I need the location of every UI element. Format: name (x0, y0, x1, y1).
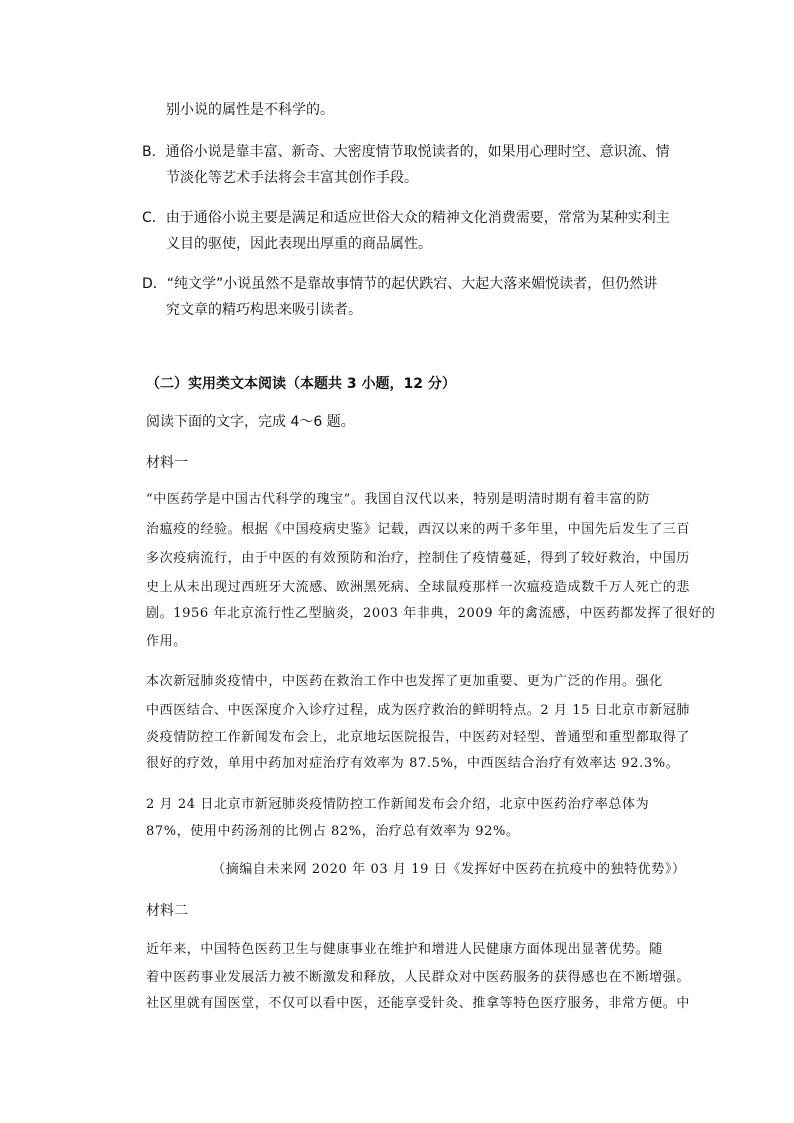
option-d-line1: D．“纯文学”小说虽然不是靠故事情节的起伏跌宕、大起大落来媚悦读者，但仍然讲 (142, 276, 658, 292)
option-d-line2: 究文章的精巧构思来吸引读者。 (166, 302, 362, 318)
option-a-tail: 别小说的属性是不科学的。 (166, 102, 334, 118)
m1-p2-line: 炎疫情防控工作新闻发布会上，北京地坛医院报告，中医药对轻型、普通型和重型都取得了 (146, 730, 691, 745)
option-c-line2: 义目的驱使，因此表现出厚重的商品属性。 (166, 236, 432, 252)
option-b-line1: B．通俗小说是靠丰富、新奇、大密度情节取悦读者的，如果用心理时空、意识流、情 (142, 144, 670, 160)
m2-p1-line: 近年来，中国特色医药卫生与健康事业在维护和增进人民健康方面体现出显著优势。随 (146, 942, 663, 957)
m1-p2-line: 很好的疗效，单用中药加对症治疗有效率为 87.5%，中西医结合治疗有效率达 92.3%。 (146, 756, 680, 771)
m1-p1-line: 作用。 (146, 634, 187, 649)
section-heading: （二）实用类文本阅读（本题共 3 小题，12 分） (146, 376, 456, 392)
m1-p3-line: 2 月 24 日北京市新冠肺炎疫情防控工作新闻发布会介绍，北京中医药治疗率总体为 (146, 797, 650, 812)
m1-p2-line: 中西医结合、中医深度介入诊疗过程，成为医疗救治的鲜明特点。2 月 15 日北京市新冠肺 (146, 703, 691, 718)
m1-p1-line: 史上从未出现过西班牙大流感、欧洲黑死病、全球鼠疫那样一次瘟疫造成数千万人死亡的悲 (146, 580, 691, 595)
option-c-line1: C．由于通俗小说主要是满足和适应世俗大众的精神文化消费需要，常常为某种实利主 (142, 210, 670, 226)
material-one-label: 材料一 (146, 455, 188, 471)
option-b-line2: 节淡化等艺术手法将会丰富其创作手段。 (166, 170, 418, 186)
material-one-source: （摘编自未来网 2020 年 03 月 19 日《发挥好中医药在抗疫中的独特优势》） (212, 862, 686, 877)
m1-p1-line: 剧。1956 年北京流行性乙型脑炎，2003 年非典，2009 年的禽流感，中医药都发挥了很好的 (146, 606, 716, 621)
m2-p1-line: 着中医药事业发展活力被不断激发和释放，人民群众对中医药服务的获得感也在不断增强。 (146, 970, 691, 985)
material-two-label: 材料二 (146, 903, 188, 919)
m1-p1-line: 治瘟疫的经验。根据《中国疫病史鉴》记载，西汉以来的两千多年里，中国先后发生了三百 (146, 522, 691, 537)
m1-p2-line: 本次新冠肺炎疫情中，中医药在救治工作中也发挥了更加重要、更为广泛的作用。强化 (146, 674, 663, 689)
section-instruction: 阅读下面的文字，完成 4～6 题。 (146, 414, 355, 430)
m1-p1-line: 多次疫病流行，由于中医的有效预防和治疗，控制住了疫情蔓延，得到了较好救治，中国历 (146, 551, 691, 566)
m2-p1-line: 社区里就有国医堂，不仅可以看中医，还能享受针灸、推拿等特色医疗服务，非常方便。中 (146, 996, 691, 1011)
m1-p1-line: “中医药学是中国古代科学的瑰宝”。我国自汉代以来，特别是明清时期有着丰富的防 (146, 492, 651, 507)
m1-p3-line: 87%，使用中药汤剂的比例占 82%，治疗总有效率为 92%。 (146, 824, 520, 839)
